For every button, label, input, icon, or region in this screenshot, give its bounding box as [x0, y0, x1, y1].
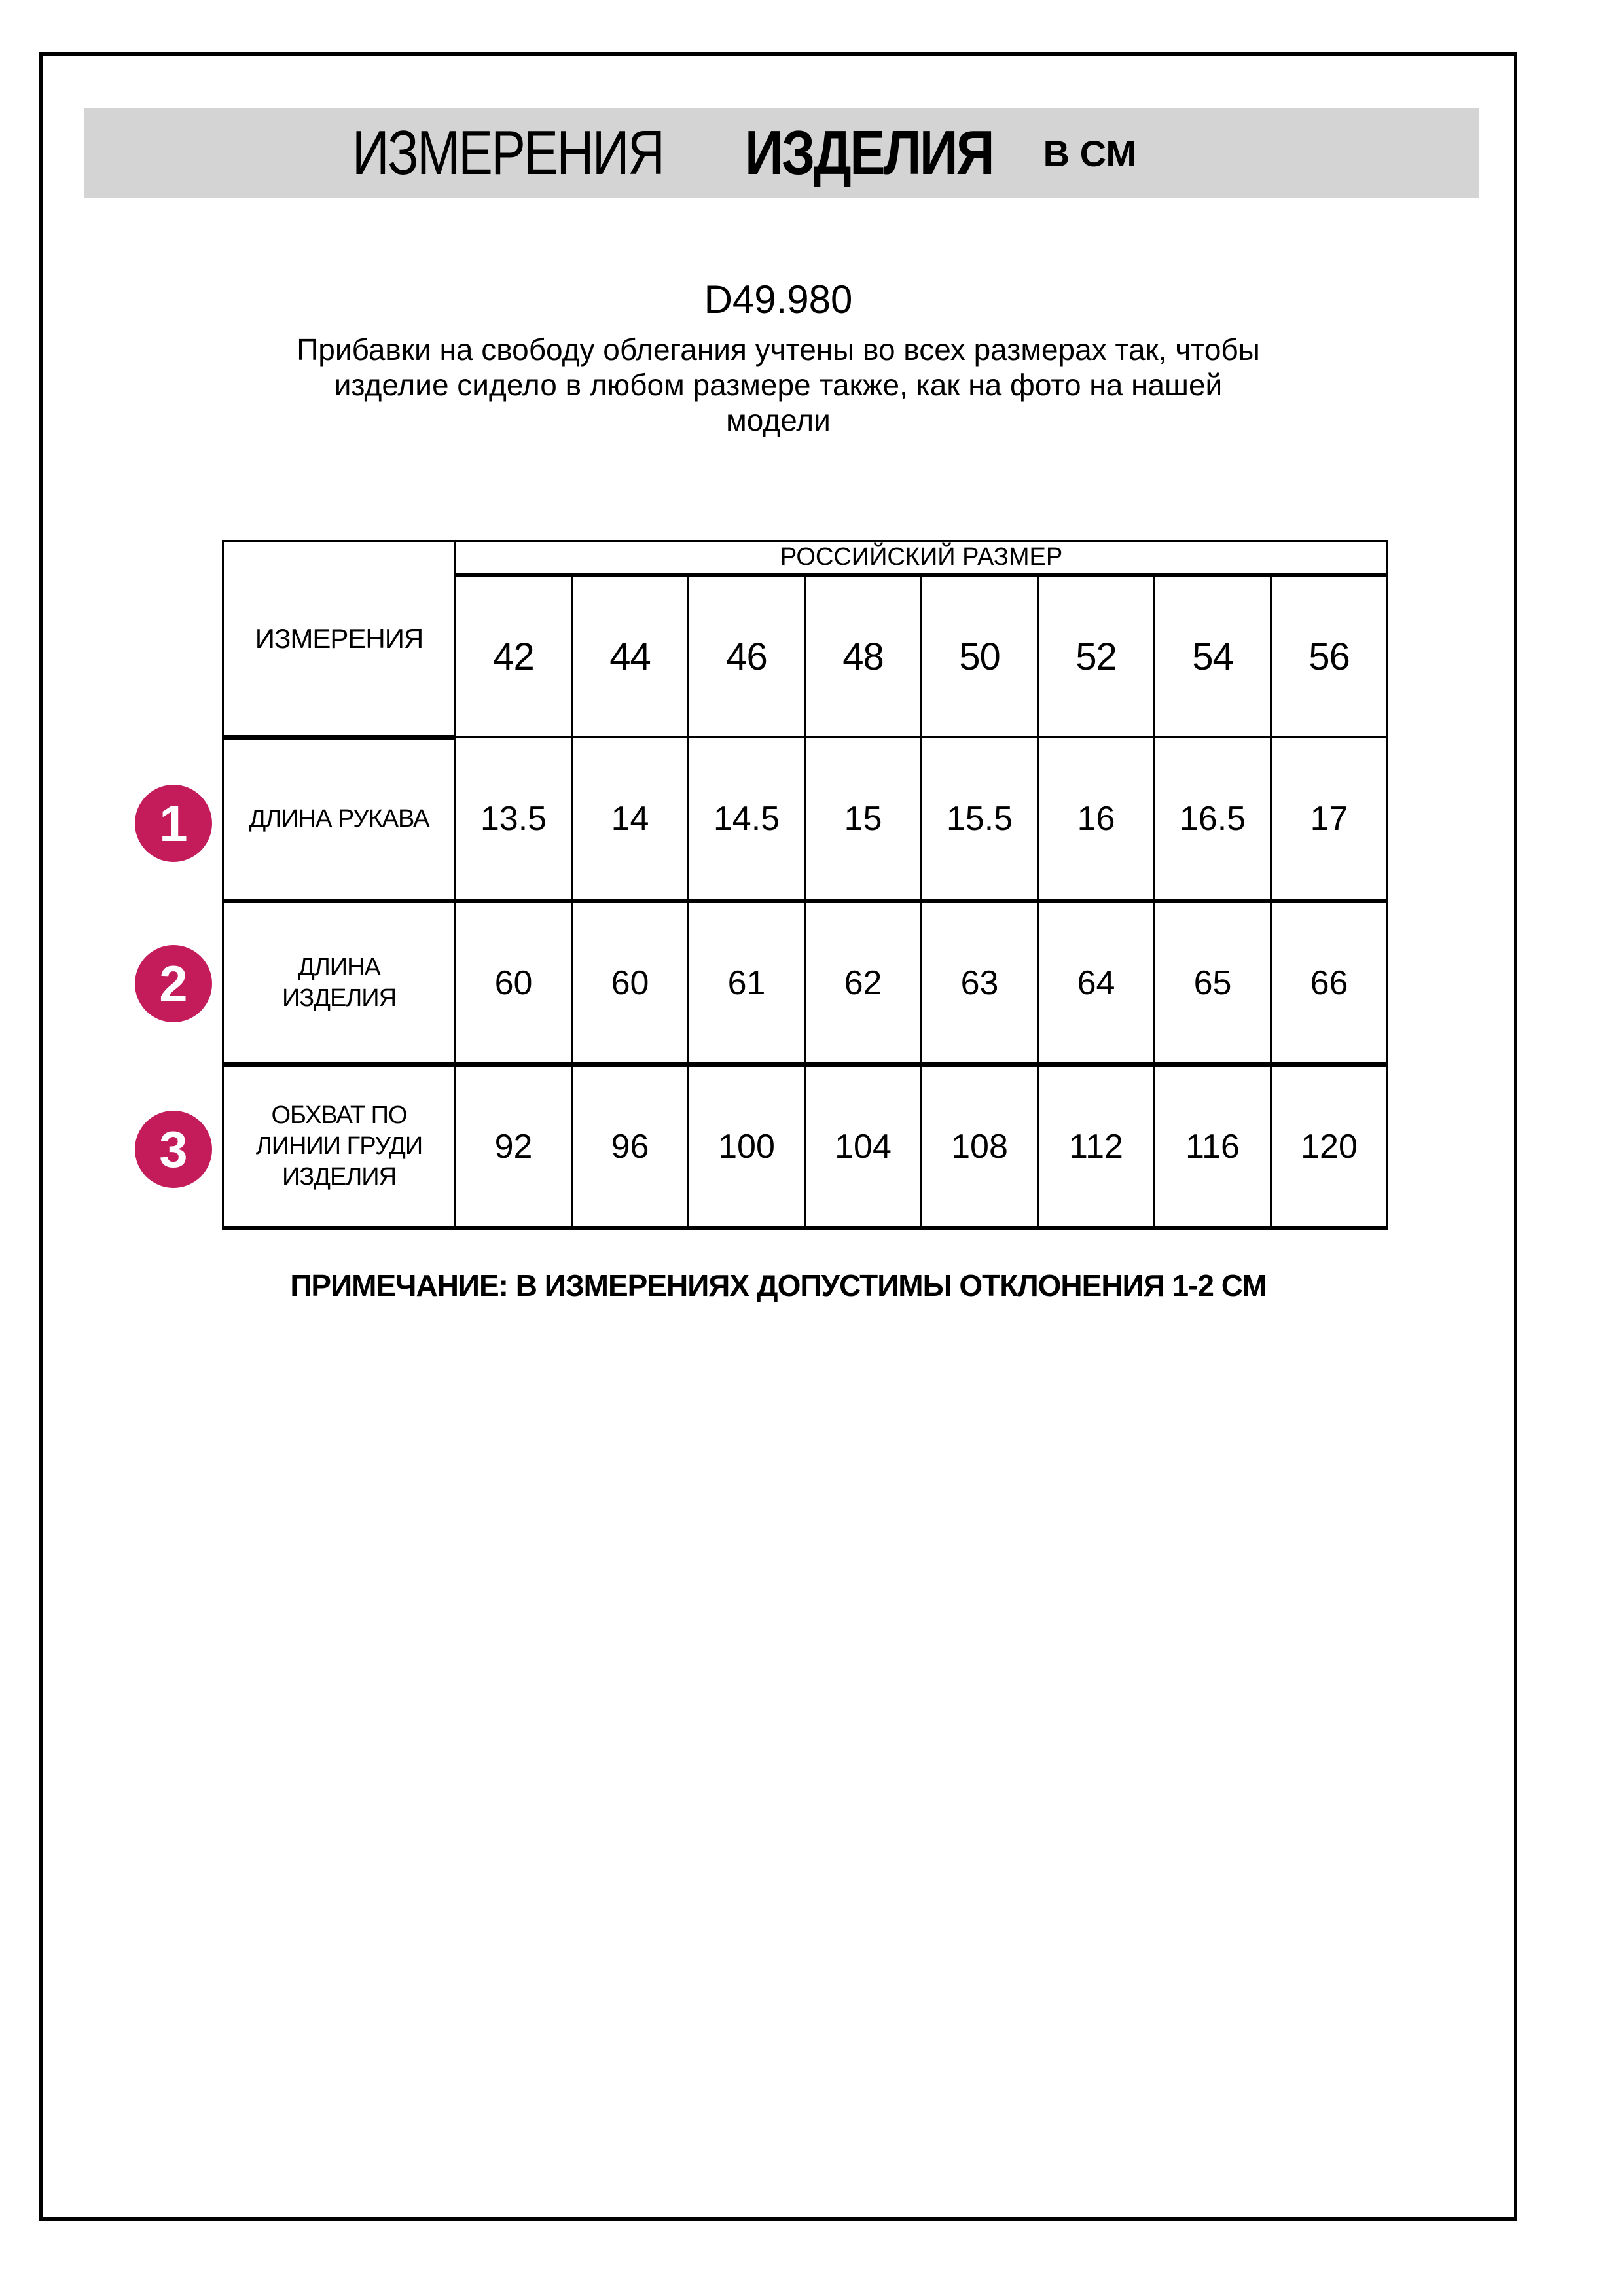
badge-number: 1: [159, 794, 188, 852]
row-badge-2: [135, 945, 212, 1022]
value-cell: 16.5: [1155, 738, 1271, 901]
size-header-cell: 54: [1155, 575, 1271, 738]
size-header-cell: 46: [689, 575, 805, 738]
table-row: [223, 901, 1388, 1065]
table-row: [223, 738, 1388, 901]
label-line: ДЛИНА: [298, 953, 380, 981]
value-cell: 62: [805, 901, 922, 1065]
label-line: ОБХВАТ ПО: [271, 1102, 407, 1129]
label-line: ИЗДЕЛИЯ: [281, 1163, 397, 1191]
value-cell: 14.5: [689, 738, 805, 901]
value-cell: 14: [572, 738, 689, 901]
value-cell: 112: [1038, 1065, 1155, 1229]
size-header-cell: 44: [572, 575, 689, 738]
intro-line: Прибавки на свободу облегания учтены во всех размерах так, чтобы: [297, 332, 1260, 367]
badge-number: 2: [159, 954, 188, 1013]
title-measurements: ИЗМЕРЕНИЯ: [352, 118, 664, 188]
badge-number: 3: [159, 1120, 188, 1178]
value-cell: 64: [1038, 901, 1155, 1065]
value-cell: 16: [1038, 738, 1155, 901]
label-line: ЛИНИИ ГРУДИ: [255, 1132, 423, 1160]
title-unit: В СМ: [1043, 132, 1136, 174]
value-cell: 60: [572, 901, 689, 1065]
value-cell: 96: [572, 1065, 689, 1229]
size-header-cell: 50: [922, 575, 1038, 738]
value-cell: 65: [1155, 901, 1271, 1065]
value-cell: 61: [689, 901, 805, 1065]
table-row: [223, 1065, 1388, 1229]
product-code: D49.980: [704, 278, 853, 321]
size-group-header-cell: РОССИЙСКИЙ РАЗМЕР: [456, 541, 1388, 575]
value-cell: 108: [922, 1065, 1038, 1229]
row-label-cell: [223, 738, 456, 901]
intro-line: модели: [726, 403, 831, 437]
row-label-cell: [223, 1065, 456, 1229]
label-line: ДЛИНА РУКАВА: [249, 805, 429, 833]
intro-line: изделие сидело в любом размере также, как на фото на нашей: [334, 368, 1223, 402]
value-cell: 92: [456, 1065, 572, 1229]
title-band: [84, 108, 1479, 198]
value-cell: 15: [805, 738, 922, 901]
size-header-cell: 42: [456, 575, 572, 738]
value-cell: 63: [922, 901, 1038, 1065]
title-product: ИЗДЕЛИЯ: [744, 118, 993, 188]
size-table: [222, 540, 1388, 1230]
size-header-cell: 52: [1038, 575, 1155, 738]
note-text: ПРИМЕЧАНИЕ: В ИЗМЕРЕНИЯХ ДОПУСТИМЫ ОТКЛОНЕНИЯ 1-2 СМ: [290, 1268, 1267, 1302]
row-label-cell: [223, 901, 456, 1065]
value-cell: 13.5: [456, 738, 572, 901]
value-cell: 120: [1271, 1065, 1388, 1229]
intro-paragraph: [43, 332, 1514, 438]
value-cell: 17: [1271, 738, 1388, 901]
value-cell: 15.5: [922, 738, 1038, 901]
value-cell: 60: [456, 901, 572, 1065]
row-badge-1: [135, 785, 212, 862]
page-border: [39, 52, 1517, 2221]
value-cell: 66: [1271, 901, 1388, 1065]
table-row: [223, 541, 1388, 575]
size-header-cell: 56: [1271, 575, 1388, 738]
value-cell: 104: [805, 1065, 922, 1229]
row-badge-3: [135, 1111, 212, 1188]
value-cell: 100: [689, 1065, 805, 1229]
corner-header-cell: ИЗМЕРЕНИЯ: [223, 541, 456, 738]
value-cell: 116: [1155, 1065, 1271, 1229]
size-header-cell: 48: [805, 575, 922, 738]
label-line: ИЗДЕЛИЯ: [281, 984, 397, 1012]
